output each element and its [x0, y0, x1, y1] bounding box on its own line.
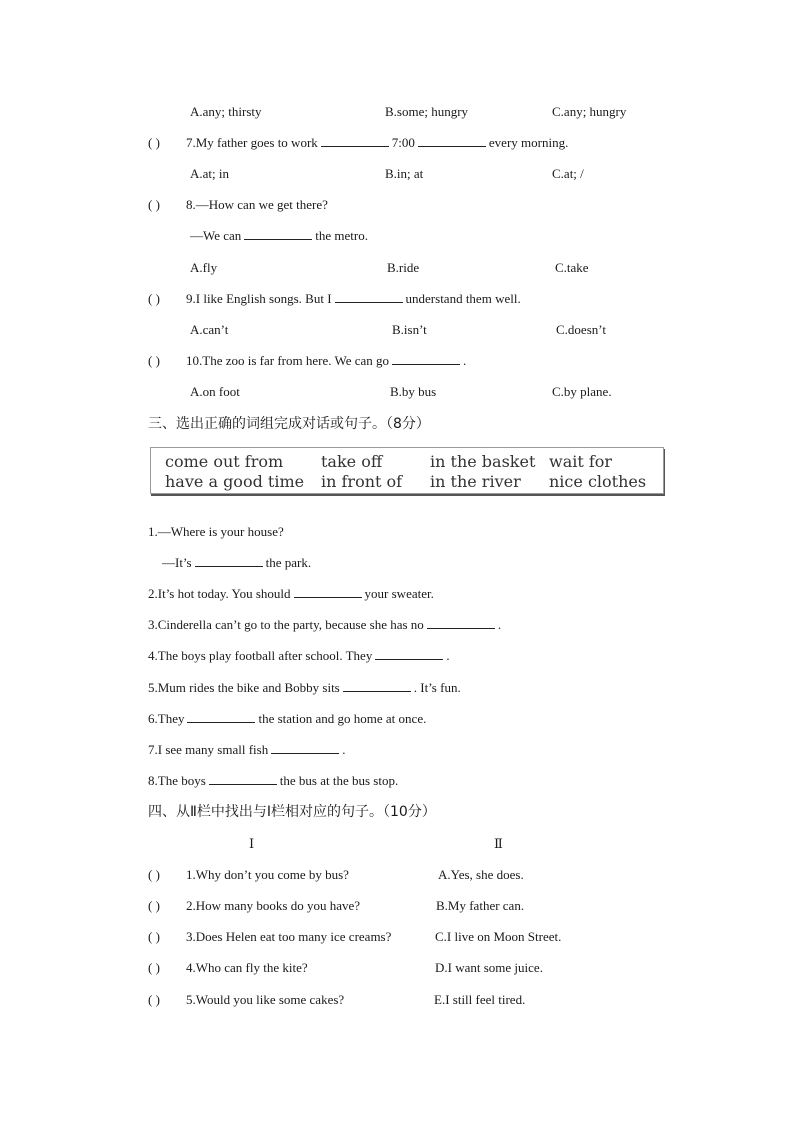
s3-item-7 — [148, 740, 345, 760]
s3-item-1 — [148, 522, 284, 542]
q7-option-c: C.at; / — [552, 166, 584, 181]
answer-bracket[interactable]: ( ) — [148, 960, 160, 975]
match-row-4 — [148, 958, 668, 978]
left-sentence: 5.Would you like some cakes? — [186, 992, 345, 1007]
item-text: 5.Mum rides the bike and Bobby sits — [148, 680, 340, 695]
question-number: 8. — [186, 197, 196, 212]
q7-option-a: A.at; in — [190, 166, 229, 181]
left-sentence: 3.Does Helen eat too many ice creams? — [186, 929, 392, 944]
question-text: I like English songs. But I — [195, 291, 332, 306]
match-row-2 — [148, 896, 668, 916]
left-sentence: 4.Who can fly the kite? — [186, 960, 308, 975]
q10-option-b: B.by bus — [390, 384, 437, 399]
question-9 — [148, 289, 521, 309]
word-box-phrase: have a good time — [165, 472, 305, 491]
question-text: —How can we get there? — [195, 197, 328, 212]
s3-item-4 — [148, 646, 450, 666]
right-sentence: A.Yes, she does. — [438, 867, 524, 882]
item-text: 7.I see many small fish — [148, 742, 269, 757]
question-number: 7. — [186, 135, 196, 150]
answer-blank[interactable] — [335, 289, 403, 303]
answer-blank[interactable] — [427, 615, 495, 629]
item-text: 1.—Where is your house? — [148, 524, 284, 539]
question-text: . — [463, 353, 467, 368]
right-sentence: B.My father can. — [436, 898, 525, 913]
item-text: . — [497, 617, 502, 632]
s3-item-3 — [148, 615, 501, 635]
word-box-phrase: nice clothes — [549, 472, 647, 491]
column-1-header: Ⅰ — [249, 836, 255, 851]
answer-bracket[interactable]: ( ) — [148, 197, 160, 212]
q7-option-b: B.in; at — [385, 166, 424, 181]
answer-bracket[interactable]: ( ) — [148, 867, 160, 882]
item-text: the station and go home at once. — [258, 711, 427, 726]
answer-blank[interactable] — [244, 226, 312, 240]
s3-item-8 — [148, 771, 398, 791]
right-sentence: D.I want some juice. — [435, 960, 543, 975]
item-text: 6.They — [148, 711, 185, 726]
question-text: the metro. — [315, 228, 369, 243]
question-8 — [148, 195, 328, 215]
answer-blank[interactable] — [294, 584, 362, 598]
s3-item-1-reply — [162, 553, 311, 573]
answer-bracket[interactable]: ( ) — [148, 291, 160, 306]
answer-blank[interactable] — [271, 740, 339, 754]
q8-option-a: A.fly — [190, 260, 218, 275]
item-text: —It’s — [162, 555, 192, 570]
question-text: My father goes to work — [195, 135, 318, 150]
match-row-3 — [148, 927, 668, 947]
column-2-header: Ⅱ — [494, 836, 503, 851]
q6-option-a: A.any; thirsty — [190, 104, 262, 119]
answer-bracket[interactable]: ( ) — [148, 992, 160, 1007]
answer-bracket[interactable]: ( ) — [148, 135, 160, 150]
word-box-phrase: in front of — [321, 472, 403, 491]
answer-blank[interactable] — [195, 553, 263, 567]
answer-blank[interactable] — [187, 709, 255, 723]
match-row-1 — [148, 865, 668, 885]
left-sentence: 1.Why don’t you come by bus? — [186, 867, 349, 882]
q6-option-b: B.some; hungry — [385, 104, 469, 119]
item-text: 4.The boys play football after school. They — [148, 648, 373, 663]
item-text: 8.The boys — [148, 773, 206, 788]
s3-item-2 — [148, 584, 434, 604]
question-text: every morning. — [488, 135, 569, 150]
item-text: 2.It’s hot today. You should — [148, 586, 291, 601]
match-row-5 — [148, 990, 668, 1010]
word-box — [150, 447, 664, 494]
answer-bracket[interactable]: ( ) — [148, 353, 160, 368]
section-3-heading: 三、选出正确的词组完成对话或句子。（8分） — [148, 416, 430, 432]
q6-option-c: C.any; hungry — [552, 104, 627, 119]
word-box-phrase: in the river — [430, 472, 521, 491]
answer-blank[interactable] — [209, 771, 277, 785]
answer-blank[interactable] — [392, 351, 460, 365]
answer-blank[interactable] — [321, 133, 389, 147]
answer-bracket[interactable]: ( ) — [148, 898, 160, 913]
item-text: . It’s fun. — [413, 680, 461, 695]
word-box-phrase: in the basket — [430, 452, 536, 471]
section-4-heading: 四、从Ⅱ栏中找出与Ⅰ栏相对应的句子。（10分） — [148, 804, 436, 820]
word-box-phrase: wait for — [549, 452, 613, 471]
left-sentence: 2.How many books do you have? — [186, 898, 361, 913]
item-text: the bus at the bus stop. — [279, 773, 399, 788]
s3-item-6 — [148, 709, 426, 729]
word-box-phrase: come out from — [165, 452, 284, 471]
answer-blank[interactable] — [343, 678, 411, 692]
answer-blank[interactable] — [375, 646, 443, 660]
question-7 — [148, 133, 568, 153]
question-text: —We can — [190, 228, 242, 243]
word-box-phrase: take off — [321, 452, 383, 471]
item-text: . — [446, 648, 450, 663]
q10-option-a: A.on foot — [190, 384, 240, 399]
q9-option-c: C.doesn’t — [556, 322, 606, 337]
q10-option-c: C.by plane. — [552, 384, 612, 399]
answer-bracket[interactable]: ( ) — [148, 929, 160, 944]
item-text: your sweater. — [364, 586, 434, 601]
right-sentence: C.I live on Moon Street. — [435, 929, 562, 944]
s3-item-5 — [148, 678, 461, 698]
question-10 — [148, 351, 466, 371]
question-text: The zoo is far from here. We can go — [202, 353, 390, 368]
item-text: 3.Cinderella can’t go to the party, because she has no — [148, 617, 424, 632]
question-number: 10. — [186, 353, 203, 368]
q8-option-c: C.take — [555, 260, 589, 275]
q8-option-b: B.ride — [387, 260, 420, 275]
q9-option-b: B.isn’t — [392, 322, 427, 337]
question-text: 7:00 — [391, 135, 415, 150]
q9-option-a: A.can’t — [190, 322, 229, 337]
answer-blank[interactable] — [418, 133, 486, 147]
item-text: the park. — [265, 555, 312, 570]
question-number: 9. — [186, 291, 196, 306]
item-text: . — [342, 742, 346, 757]
right-sentence: E.I still feel tired. — [434, 992, 526, 1007]
question-text: understand them well. — [405, 291, 521, 306]
question-8-reply — [190, 226, 368, 246]
